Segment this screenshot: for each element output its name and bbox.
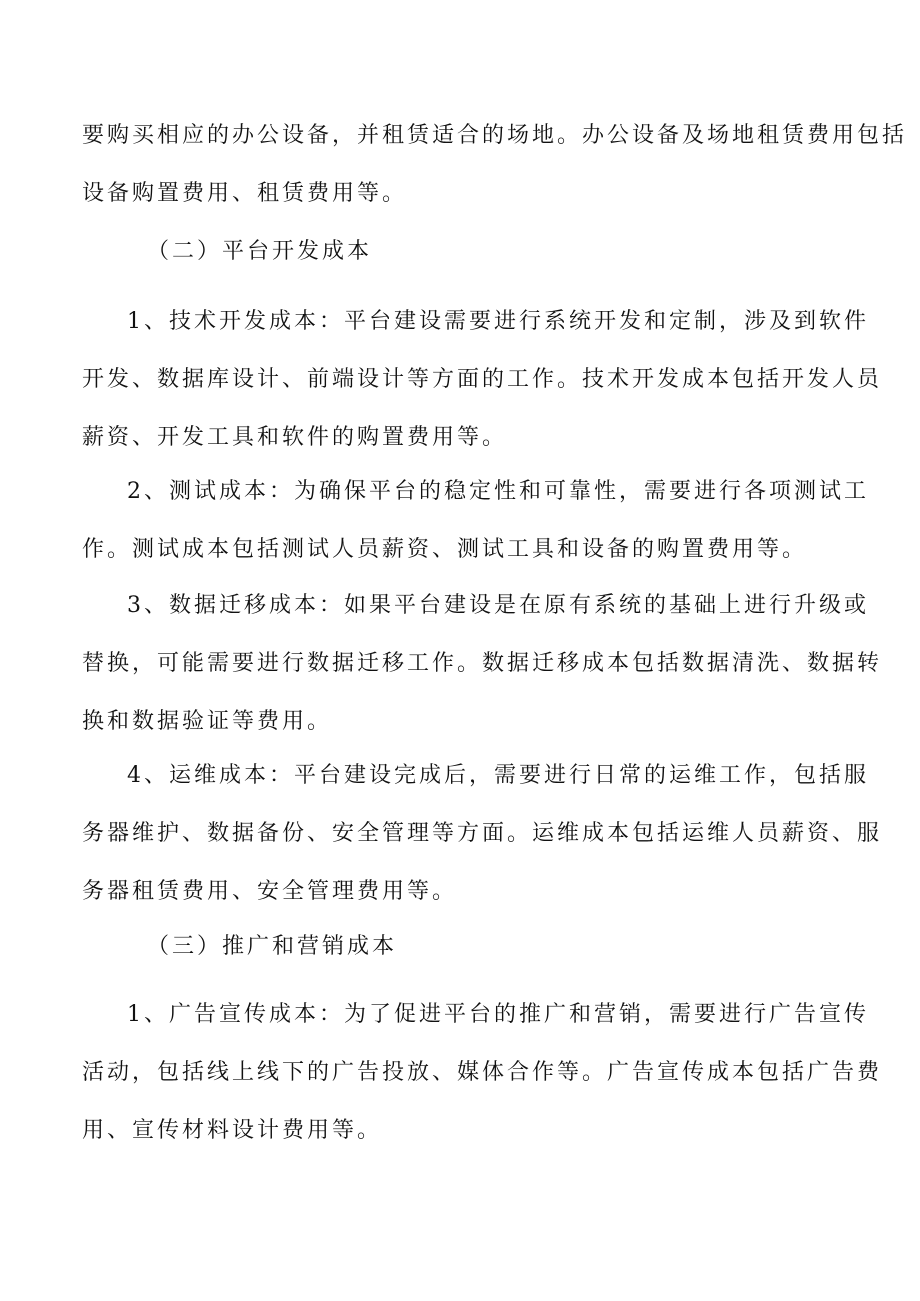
text-line: 务器维护、数据备份、安全管理等方面。运维成本包括运维人员薪资、服 (82, 821, 883, 846)
paragraph-equipment-lease-continuation (82, 107, 908, 223)
section-heading-promotion-marketing-cost (82, 918, 842, 976)
text-line: 3、数据迁移成本：如果平台建设是在原有系统的基础上进行升级或 (127, 593, 869, 618)
text-line: 设备购置费用、租赁费用等。 (82, 181, 408, 206)
text-line: 用、宣传材料设计费用等。 (82, 1118, 383, 1143)
paragraph-testing-cost (82, 463, 869, 579)
text-line: 薪资、开发工具和软件的购置费用等。 (82, 425, 508, 450)
text-line: 活动，包括线上线下的广告投放、媒体合作等。广告宣传成本包括广告费 (82, 1060, 883, 1085)
paragraph-operations-maintenance-cost (82, 747, 883, 921)
text-line: 开发、数据库设计、前端设计等方面的工作。技术开发成本包括开发人员 (82, 367, 883, 392)
text-line: 换和数据验证等费用。 (82, 709, 333, 734)
paragraph-advertising-cost (82, 986, 883, 1160)
text-line: 4、运维成本：平台建设完成后，需要进行日常的运维工作，包括服 (127, 763, 869, 788)
text-line: 要购买相应的办公设备，并租赁适合的场地。办公设备及场地租赁费用包括 (82, 123, 908, 148)
section-heading-text: （三）推广和营销成本 (147, 934, 398, 959)
text-line: 务器租赁费用、安全管理费用等。 (82, 879, 458, 904)
text-line: 作。测试成本包括测试人员薪资、测试工具和设备的购置费用等。 (82, 537, 808, 562)
section-heading-text: （二）平台开发成本 (147, 239, 373, 264)
section-heading-platform-development-cost (82, 223, 842, 281)
paragraph-data-migration-cost (82, 577, 883, 751)
text-line: 1、广告宣传成本：为了促进平台的推广和营销，需要进行广告宣传 (127, 1002, 869, 1027)
text-line: 2、测试成本：为确保平台的稳定性和可靠性，需要进行各项测试工 (127, 479, 869, 504)
text-line: 1、技术开发成本：平台建设需要进行系统开发和定制，涉及到软件 (127, 309, 869, 334)
paragraph-technical-development-cost (82, 293, 883, 467)
text-line: 替换，可能需要进行数据迁移工作。数据迁移成本包括数据清洗、数据转 (82, 651, 883, 676)
